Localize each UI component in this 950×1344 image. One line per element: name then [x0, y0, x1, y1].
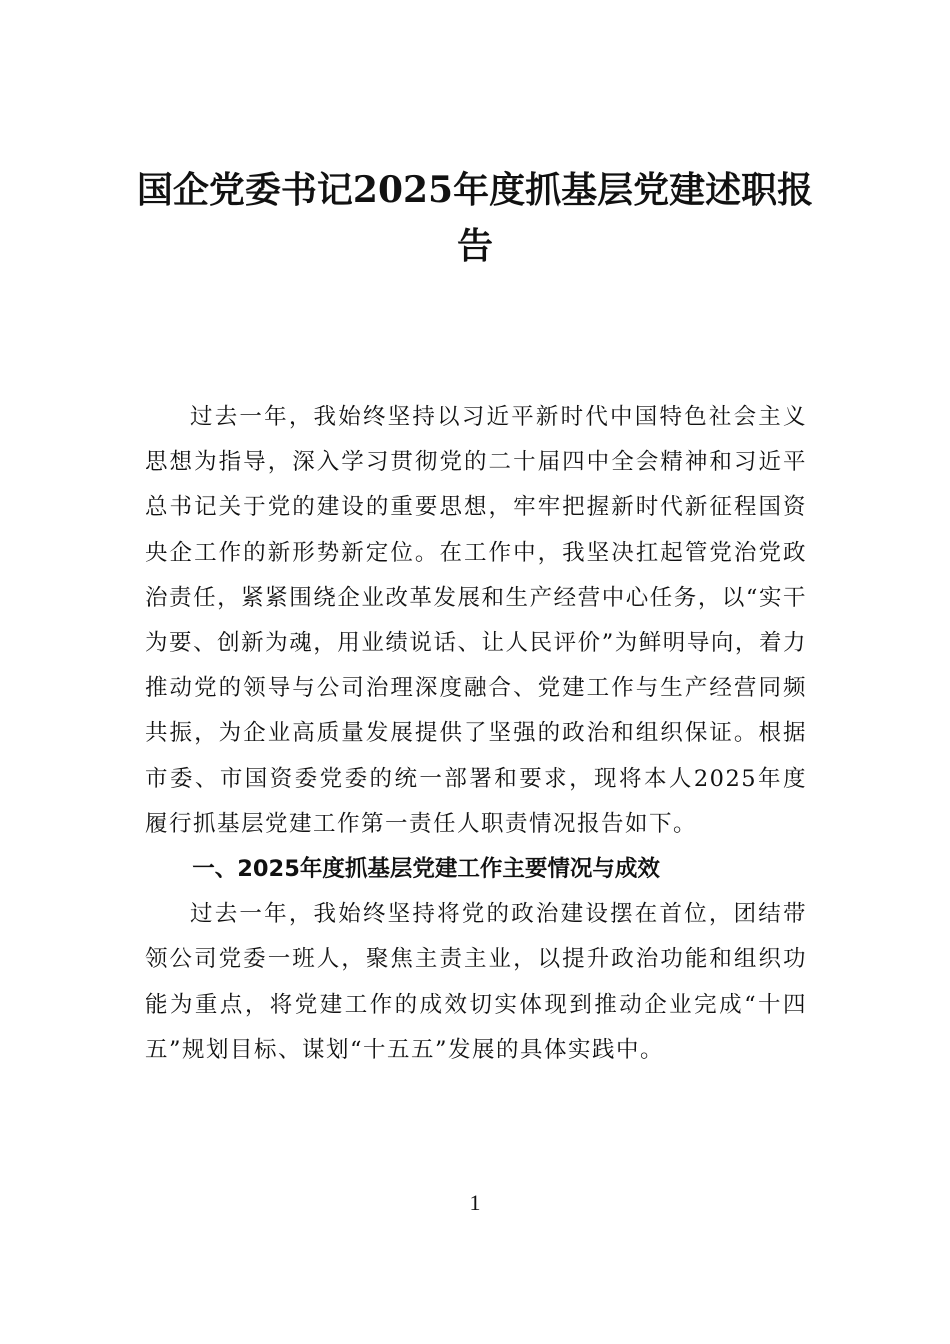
document-body [145, 395, 807, 1073]
section-paragraph: 过去一年，我始终坚持将党的政治建设摆在首位，团结带领公司党委一班人，聚焦主责主业，以提升政治功能和组织功能为重点，将党建工作的成效切实体现到推动企业完成“十四五”规划目标、谋划“十五五”发展的具体实践中。 [145, 901, 807, 1063]
page-number: 1 [469, 1190, 481, 1215]
document-title: 国企党委书记2025年度抓基层党建述职报告 [136, 169, 814, 267]
section-heading: 一、2025年度抓基层党建工作主要情况与成效 [192, 856, 660, 883]
intro-paragraph: 过去一年，我始终坚持以习近平新时代中国特色社会主义思想为指导，深入学习贯彻党的二十届四中全会精神和习近平总书记关于党的建设的重要思想，牢牢把握新时代新征程国资央企工作的新形势新定位。在工作中，我坚决扛起管党治党政治责任，紧紧围绕企业改革发展和生产经营中心任务，以“实干为要、创新为魂，用业绩说话、让人民评价”为鲜明导向，着力推动党的领导与公司治理深度融合、党建工作与生产经营同频共振，为企业高质量发展提供了坚强的政治和组织保证。根据市委、市国资委党委的统一部署和要求，现将本人2025年度履行抓基层党建工作第一责任人职责情况报告如下。 [145, 404, 807, 837]
